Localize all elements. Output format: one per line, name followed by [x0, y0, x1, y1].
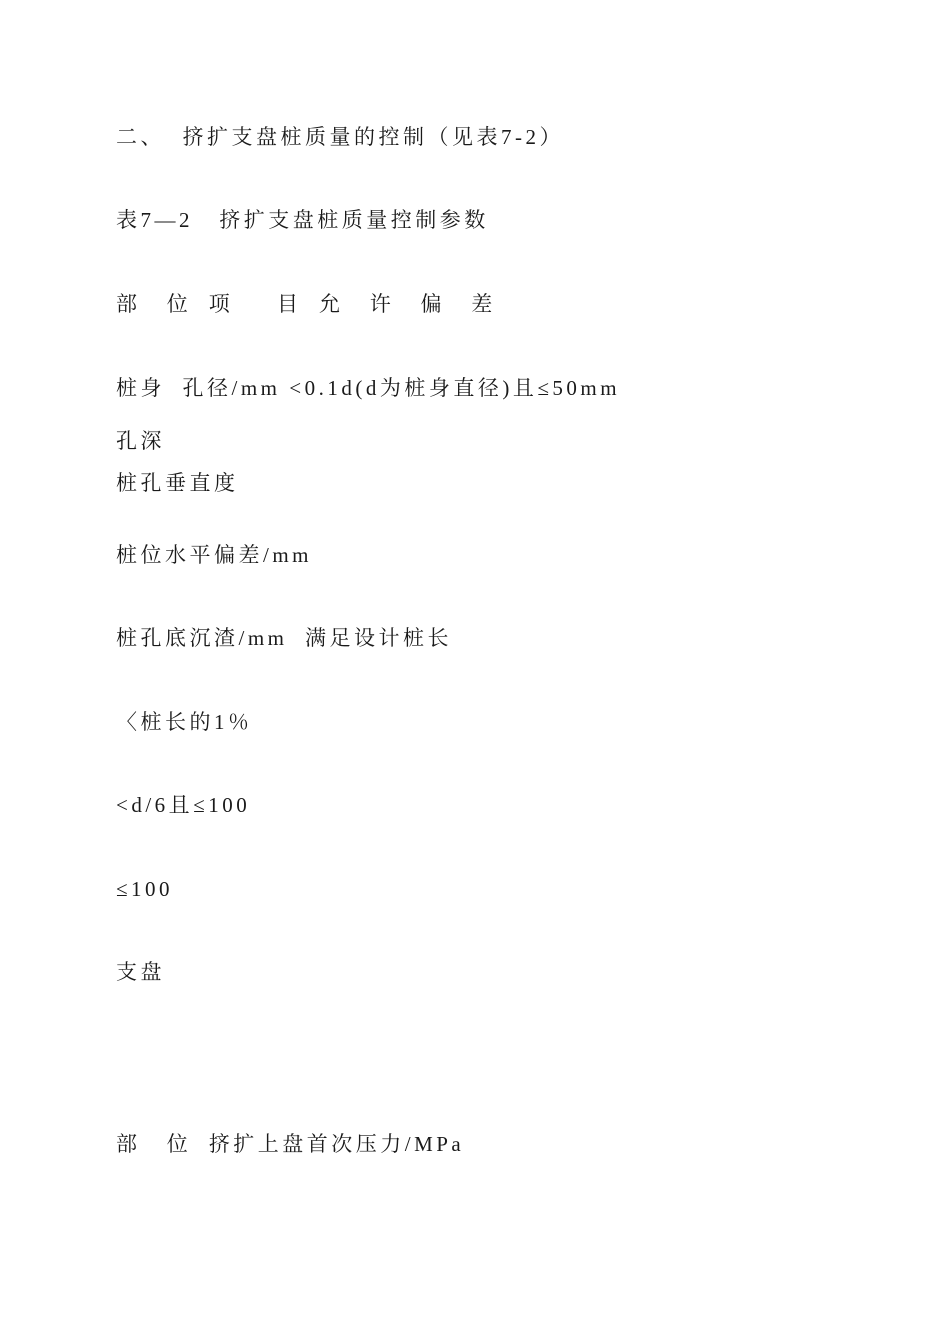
table-header-row: 部 位 项 目 允 许 偏 差	[116, 292, 496, 316]
table-header-row-2: 部 位 挤扩上盘首次压力/MPa	[116, 1132, 465, 1156]
table-value-sediment: ≤100	[116, 877, 174, 901]
table-value-deviation: <d/6且≤100	[116, 793, 251, 817]
table-section-label: 支盘	[116, 960, 165, 984]
table-row-hole-diameter: 桩身 孔径/mm <0.1d(d为桩身直径)且≤50mm	[116, 376, 621, 400]
section-heading: 二、 挤扩支盘桩质量的控制（见表7-2）	[116, 125, 564, 149]
table-row-sediment: 桩孔底沉渣/mm 满足设计桩长	[116, 626, 453, 650]
table-caption: 表7—2 挤扩支盘桩质量控制参数	[116, 208, 489, 232]
table-row-horizontal-deviation: 桩位水平偏差/mm	[116, 543, 313, 567]
table-row-verticality: 桩孔垂直度	[116, 471, 239, 495]
table-row-hole-depth: 孔深	[116, 429, 165, 453]
table-value-verticality: 〈桩长的1％	[116, 710, 253, 734]
